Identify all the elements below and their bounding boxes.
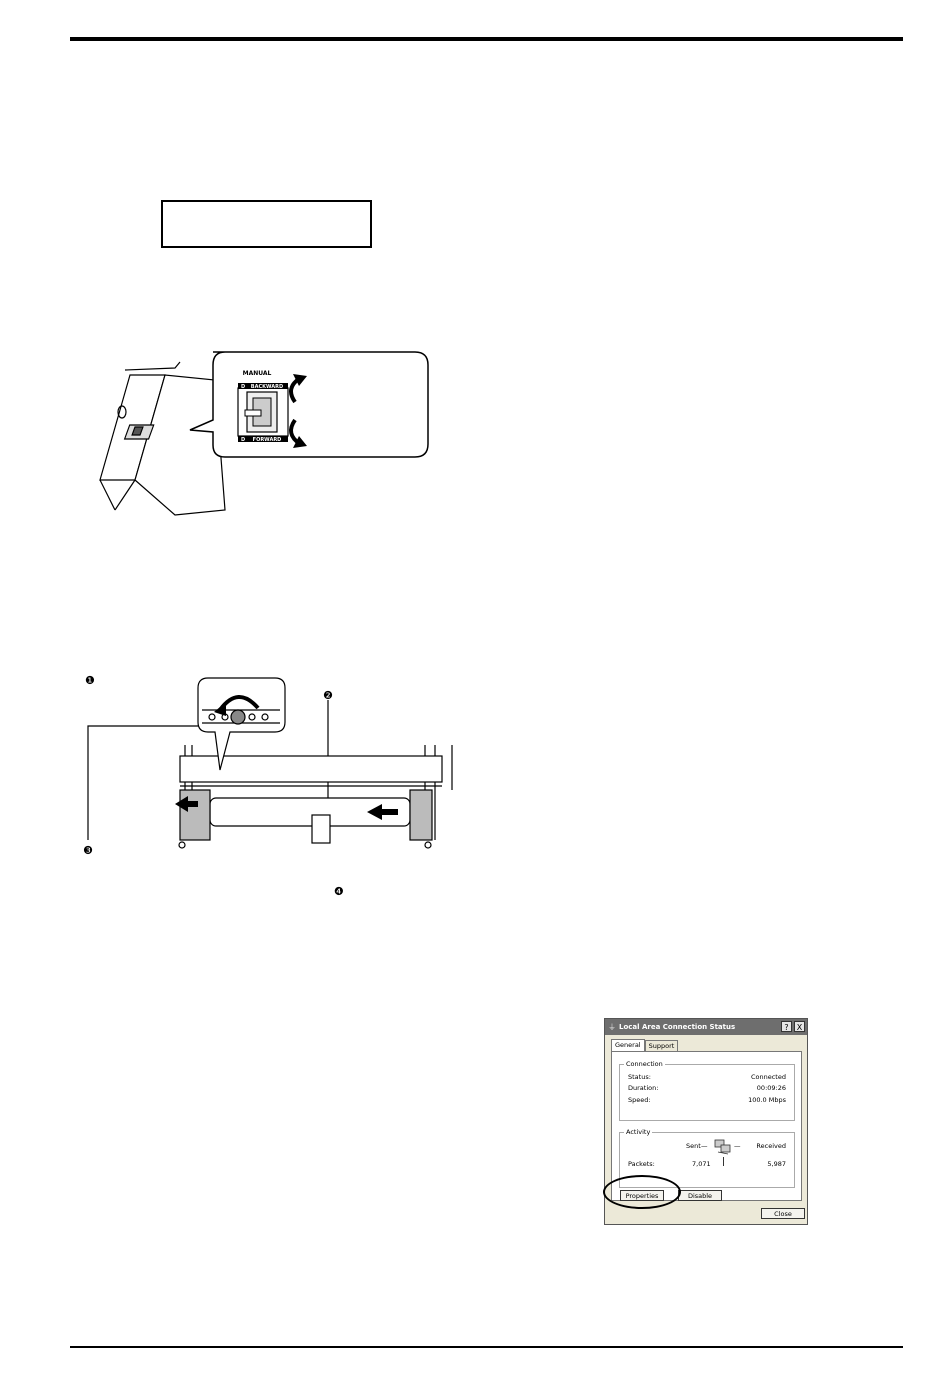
connection-group — [619, 1060, 795, 1121]
properties-highlight-circle — [603, 1175, 681, 1209]
network-icon: ⏚ — [608, 1022, 616, 1032]
close-x-button[interactable]: X — [794, 1021, 805, 1032]
dialog-titlebar — [605, 1019, 807, 1035]
activity-group: Activity Sent — — Received Packets: 7,071 5,987 — [619, 1132, 795, 1188]
manual-label: MANUAL — [242, 370, 272, 377]
tab-support[interactable]: Support — [645, 1040, 679, 1052]
connection-group-label: Connection — [626, 1060, 663, 1068]
callout-3: ❸ — [83, 844, 93, 857]
blank-display-box — [161, 200, 372, 248]
sent-label: Sent — [686, 1142, 701, 1150]
help-button[interactable]: ? — [781, 1021, 792, 1032]
disable-button[interactable]: Disable — [678, 1190, 722, 1201]
received-label: Received — [756, 1142, 786, 1150]
duration-value: 00:09:26 — [756, 1084, 786, 1092]
status-label: Status: — [628, 1073, 651, 1081]
tab-general[interactable]: General — [611, 1039, 645, 1051]
edge-label-lower: D — [241, 437, 246, 443]
roller-figure — [80, 670, 470, 900]
footer-rule — [70, 1346, 903, 1348]
duration-label: Duration: — [628, 1084, 659, 1092]
backward-label: BACKWARD — [250, 384, 284, 390]
speed-label: Speed: — [628, 1096, 651, 1104]
packets-sent-value: 7,071 — [692, 1160, 711, 1168]
properties-button[interactable]: Properties — [620, 1190, 664, 1201]
packets-received-value: 5,987 — [767, 1160, 786, 1168]
packets-label: Packets: — [628, 1160, 655, 1168]
close-button[interactable]: Close — [761, 1208, 805, 1219]
speed-value: 100.0 Mbps — [748, 1096, 786, 1104]
activity-group-label: Activity — [626, 1128, 651, 1136]
header-rule — [70, 37, 903, 41]
status-value: Connected — [750, 1073, 786, 1081]
edge-label-upper: D — [241, 384, 246, 390]
network-activity-icon — [714, 1138, 732, 1156]
activity-separator — [723, 1157, 724, 1166]
manual-switch-figure — [95, 350, 435, 518]
callout-4: ❹ — [334, 885, 344, 898]
dialog-title: Local Area Connection Status — [619, 1023, 736, 1031]
callout-2: ❷ — [323, 689, 333, 702]
forward-label: FORWARD — [252, 437, 282, 443]
callout-1: ❶ — [85, 674, 95, 687]
